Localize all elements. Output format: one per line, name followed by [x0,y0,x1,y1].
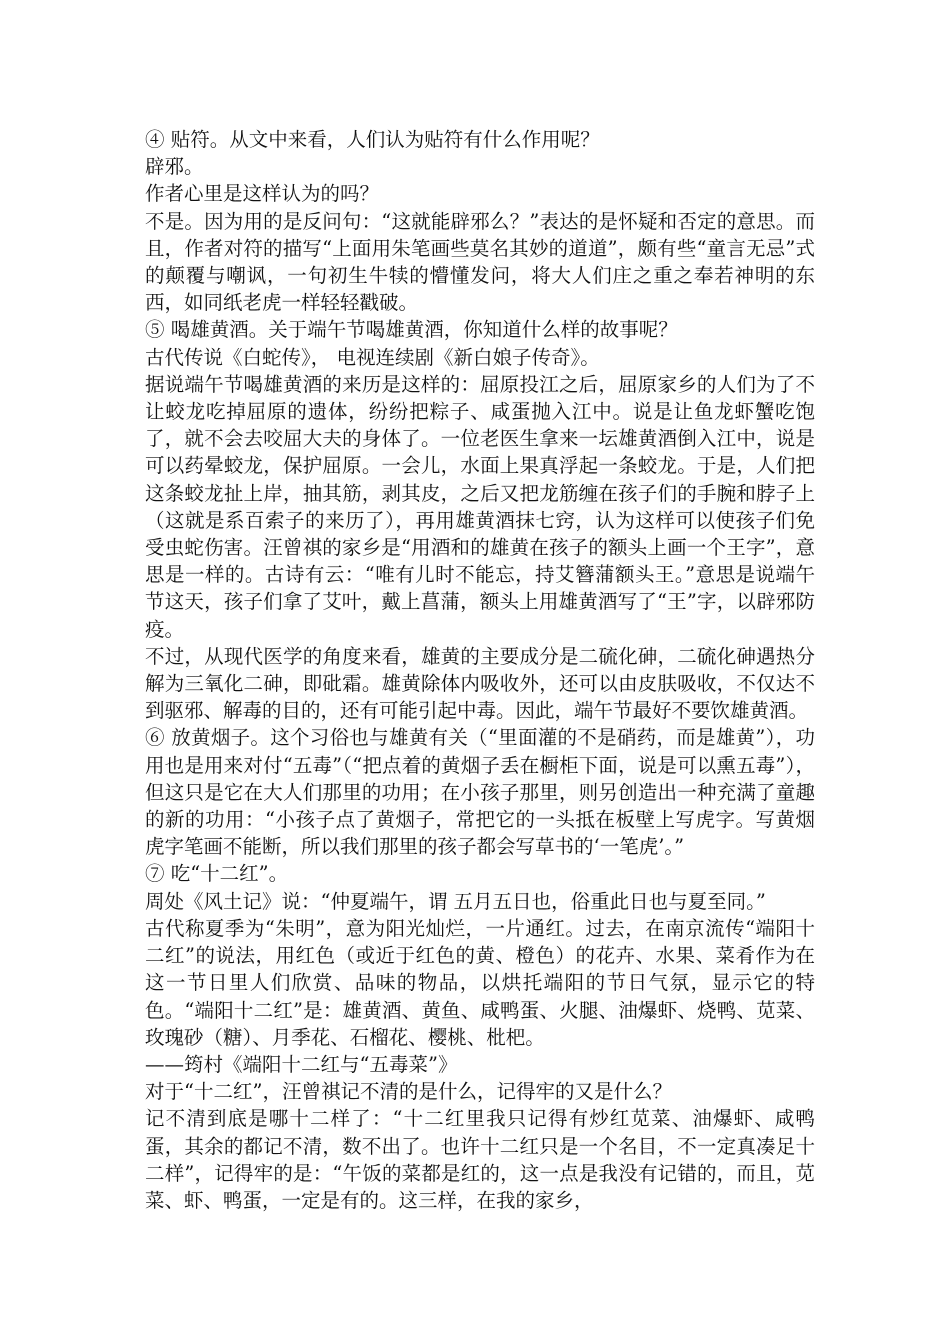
paragraph-twelve-red-heading: ⑦ 吃“十二红”。 [145,862,289,886]
paragraph-question-realgar-wine: ⑤ 喝雄黄酒。关于端午节喝雄黄酒，你知道什么样的故事呢？ [145,318,678,342]
paragraph-yellow-smoke: ⑥ 放黄烟子。这个习俗也与雄黄有关（“里面灌的不是硝药，而是雄黄”），功用也是用来对付“五毒”（“把点着的黄烟子丢在橱柜下面，说是可以熏五毒”），但这只是它在大人们那里的功用；在小孩子那里，则另创造出一种充满了童趣的新的功用：“小孩子点了黄烟子，常把它的一头抵在板壁上写虎字。写黄烟虎字笔画不能断，所以我们那里的孩子都会写草书的‘一笔虎’。” [145,726,815,859]
document-body [145,126,815,1214]
paragraph-answer-amulet: 辟邪。 [145,155,204,179]
paragraph-fengtu-ji-quote: 周处《风土记》说：“仲夏端午，谓 五月五日也，俗重此日也与夏至同。” [145,889,766,913]
paragraph-twelve-red-description: 古代称夏季为“朱明”，意为阳光灿烂，一片通红。过去，在南京流传“端阳十二红”的说法，用红色（或近于红色的黄、橙色）的花卉、水果、菜肴作为在这一节日里人们欣赏、品味的物品，以烘托端阳的节日气氛，显示它的特色。“端阳十二红”是：雄黄酒、黄鱼、咸鸭蛋、火腿、油爆虾、烧鸭、苋菜、玫瑰砂（糖）、月季花、石榴花、樱桃、枇杷。 [145,916,815,1049]
paragraph-source-citation: ——筠村《端阳十二红与“五毒菜”》 [145,1052,458,1076]
paragraph-question-twelve-red: 对于“十二红”，汪曾祺记不清的是什么，记得牢的又是什么？ [145,1080,672,1104]
paragraph-answer-twelve-red: 记不清到底是哪十二样了：“十二红里我只记得有炒红苋菜、油爆虾、咸鸭蛋，其余的都记不清，数不出了。也许十二红只是一个名目，不一定真凑足十二样”，记得牢的是：“午饭的菜都是红的，这一点是我没有记错的，而且，苋菜、虾、鸭蛋，一定是有的。这三样，在我的家乡， [145,1107,815,1212]
paragraph-question-amulet: ④ 贴符。从文中来看，人们认为贴符有什么作用呢？ [145,128,600,151]
paragraph-question-author-view: 作者心里是这样认为的吗？ [145,182,380,206]
paragraph-realgar-medical: 不过，从现代医学的角度来看，雄黄的主要成分是二硫化砷，二硫化砷遇热分解为三氧化二砷，即砒霜。雄黄除体内吸收外，还可以由皮肤吸收，不仅达不到驱邪、解毒的目的，还有可能引起中毒。因此，端午节最好不要饮雄黄酒。 [145,644,815,723]
paragraph-answer-author-view: 不是。因为用的是反问句：“这就能辟邪么？”表达的是怀疑和否定的意思。而且，作者对符的描写“上面用朱笔画些莫名其妙的道道”，颇有些“童言无忌”式的颠覆与嘲讽，一句初生牛犊的懵懂发问，将大人们庄之重之奉若神明的东西，如同纸老虎一样轻轻戳破。 [145,209,815,315]
paragraph-realgar-wine-origin: 据说端午节喝雄黄酒的来历是这样的：屈原投江之后，屈原家乡的人们为了不让蛟龙吃掉屈原的遗体，纷纷把粽子、咸蛋抛入江中。说是让鱼龙虾蟹吃饱了，就不会去咬屈大夫的身体了。一位老医生拿来一坛雄黄酒倒入江中，说是可以药晕蛟龙，保护屈原。一会儿，水面上果真浮起一条蛟龙。于是，人们把这条蛟龙扯上岸，抽其筋，剥其皮，之后又把龙筋缠在孩子们的手腕和脖子上（这就是系百索子的来历了），再用雄黄酒抹七窍，认为这样可以使孩子们免受虫蛇伤害。汪曾祺的家乡是“用酒和的雄黄在孩子的额头上画一个王字”，意思是一样的。古诗有云：“唯有儿时不能忘，持艾簪蒲额头王。”意思是说端午节这天，孩子们拿了艾叶，戴上菖蒲，额头上用雄黄酒写了“王”字，以辟邪防疫。 [145,372,815,641]
paragraph-answer-realgar-wine: 古代传说《白蛇传》， 电视连续剧《新白娘子传奇》。 [145,345,600,369]
